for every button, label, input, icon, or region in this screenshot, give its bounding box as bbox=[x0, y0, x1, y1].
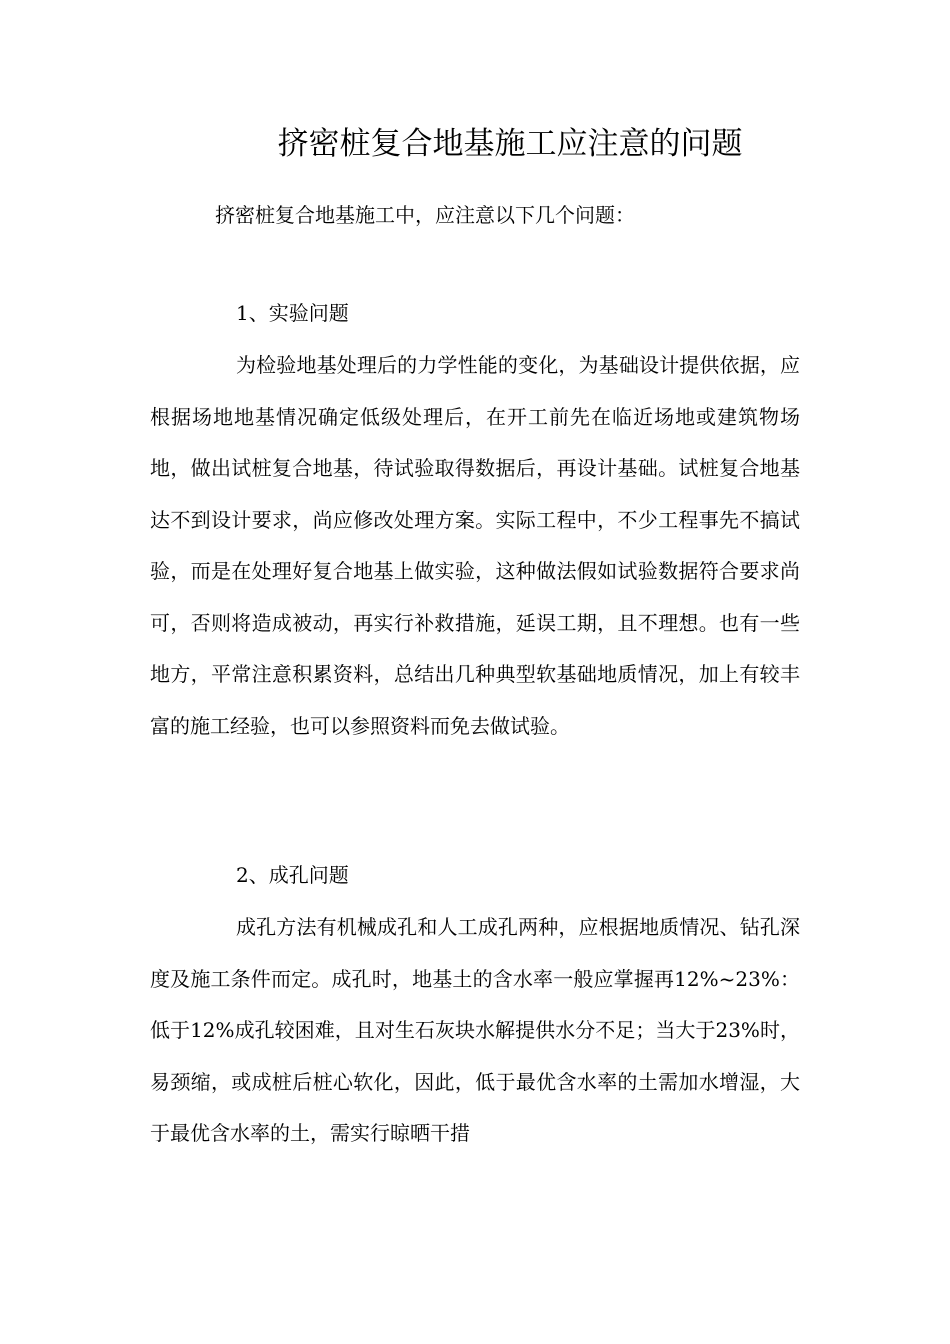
intro-paragraph: 挤密桩复合地基施工中，应注意以下几个问题： bbox=[215, 203, 635, 227]
section-body-experiment: 为检验地基处理后的力学性能的变化，为基础设计提供依据，应根据场地地基情况确定低级处理后，在开工前先在临近场地或建筑物场地，做出试桩复合地基，待试验取得数据后，再设计基础。试桩复合地基达不到设计要求，尚应修改处理方案。实际工程中，不少工程事先不搞试验，而是在处理好复合地基上做实验，这种做法假如试验数据符合要求尚可，否则将造成被动，再实行补救措施，延误工期，且不理想。也有一些地方，平常注意积累资料，总结出几种典型软基础地质情况，加上有较丰富的施工经验，也可以参照资料而免去做试验。 bbox=[150, 353, 800, 738]
section-heading-drilling: 2、成孔问题 bbox=[236, 863, 349, 887]
document-title: 挤密桩复合地基施工应注意的问题 bbox=[277, 126, 743, 162]
section-body-drilling: 成孔方法有机械成孔和人工成孔两种，应根据地质情况、钻孔深度及施工条件而定。成孔时，地基土的含水率一般应掌握再12%~23%：低于12%成孔较困难，且对生石灰块水解提供水分不足；当大于23%时，易颈缩，或成桩后桩心软化，因此，低于最优含水率的土需加水增湿，大于最优含水率的土，需实行晾晒干措 bbox=[150, 915, 800, 1145]
section-heading-experiment: 1、实验问题 bbox=[236, 301, 349, 325]
